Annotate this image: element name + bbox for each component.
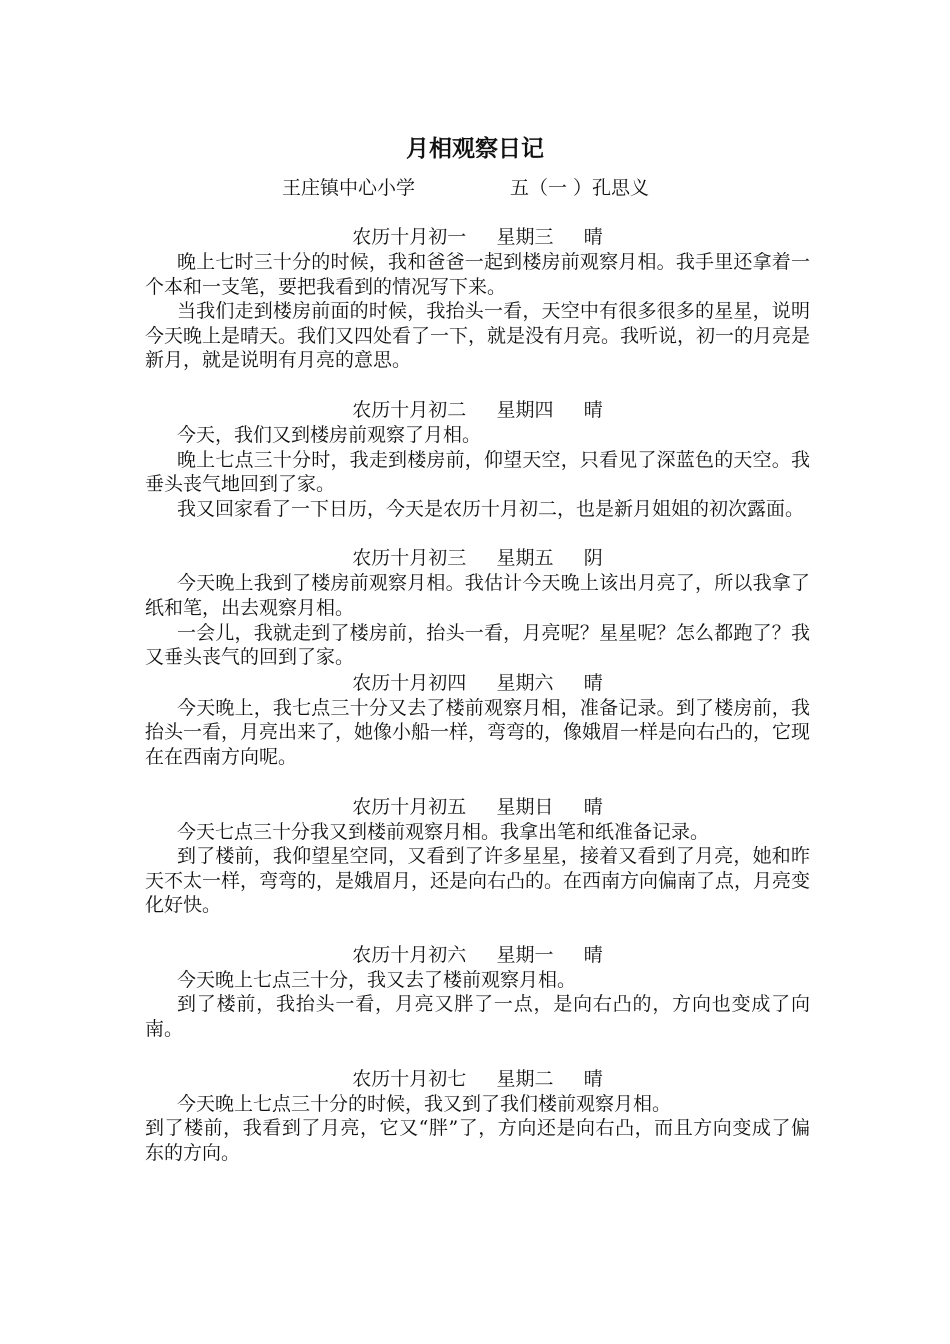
diary-entry xyxy=(145,670,810,770)
entry-paragraph: 今天七点三十分我又到楼前观察月相。我拿出笔和纸准备记录。 xyxy=(177,820,710,843)
diary-entry xyxy=(145,1066,810,1166)
entry-heading: 农历十月初四 星期六 晴 xyxy=(352,671,603,694)
document-title: 月相观察日记 xyxy=(406,135,544,162)
entry-paragraph: 今天晚上我到了楼房前观察月相。我估计今天晚上该出月亮了，所以我拿了纸和笔，出去观察月相。 xyxy=(145,572,810,619)
entry-heading: 农历十月初三 星期五 阴 xyxy=(352,547,603,570)
entry-paragraph: 今天晚上七点三十分的时候，我又到了我们楼前观察月相。 xyxy=(177,1092,672,1115)
entry-heading: 农历十月初七 星期二 晴 xyxy=(352,1067,603,1090)
diary-entry xyxy=(145,397,810,521)
entry-paragraph: 当我们走到楼房前面的时候，我抬头一看，天空中有很多很多的星星，说明今天晚上是晴天。我们又四处看了一下，就是没有月亮。我听说，初一的月亮是新月，就是说明有月亮的意思。 xyxy=(145,300,811,372)
entry-paragraph: 今天晚上，我七点三十分又去了楼前观察月相，准备记录。到了楼房前，我抬头一看，月亮出来了，她像小船一样，弯弯的，像娥眉一样是向右凸的，它现在在西南方向呢。 xyxy=(145,696,811,768)
entry-paragraph: 到了楼前，我抬头一看，月亮又胖了一点，是向右凸的，方向也变成了向南。 xyxy=(145,993,810,1041)
entry-heading: 农历十月初一 星期三 晴 xyxy=(352,226,603,248)
entry-paragraph: 晚上七点三十分时，我走到楼房前，仰望天空，只看见了深蓝色的天空。我垂头丧气地回到了家。 xyxy=(145,448,810,496)
diary-entry xyxy=(145,545,810,669)
school-name: 王庄镇中心小学 xyxy=(282,177,416,199)
entry-paragraph: 今天晚上七点三十分，我又去了楼前观察月相。 xyxy=(177,968,577,991)
diary-entry xyxy=(145,794,810,918)
entry-paragraph: 今天，我们又到楼房前观察了月相。 xyxy=(177,423,482,446)
class-author: 五（一 ）孔思义 xyxy=(510,177,650,199)
entry-paragraph: 一会儿，我就走到了楼房前，抬头一看，月亮呢？星星呢？怎么都跑了？我又垂头丧气的回到了家。 xyxy=(145,621,810,669)
entry-paragraph: 我又回家看了一下日历，今天是农历十月初二，也是新月姐姐的初次露面。 xyxy=(177,497,805,520)
diary-entries xyxy=(145,224,810,1189)
entry-paragraph: 晚上七时三十分的时候，我和爸爸一起到楼房前观察月相。我手里还拿着一个本和一支笔，要把我看到的情况写下来。 xyxy=(145,251,810,298)
entry-paragraph: 到了楼前，我看到了月亮，它又“胖”了，方向还是向右凸，而且方向变成了偏东的方向。 xyxy=(145,1117,810,1164)
entry-heading: 农历十月初二 星期四 晴 xyxy=(352,398,603,421)
byline xyxy=(0,174,950,202)
entry-paragraph: 到了楼前，我仰望星空同，又看到了许多星星，接着又看到了月亮，她和昨天不太一样，弯弯的，是娥眉月，还是向右凸的。在西南方向偏南了点，月亮变化好快。 xyxy=(145,845,811,917)
entry-heading: 农历十月初五 星期日 晴 xyxy=(352,795,603,818)
diary-entry xyxy=(145,224,810,373)
entry-heading: 农历十月初六 星期一 晴 xyxy=(352,943,603,966)
diary-entry xyxy=(145,942,810,1042)
